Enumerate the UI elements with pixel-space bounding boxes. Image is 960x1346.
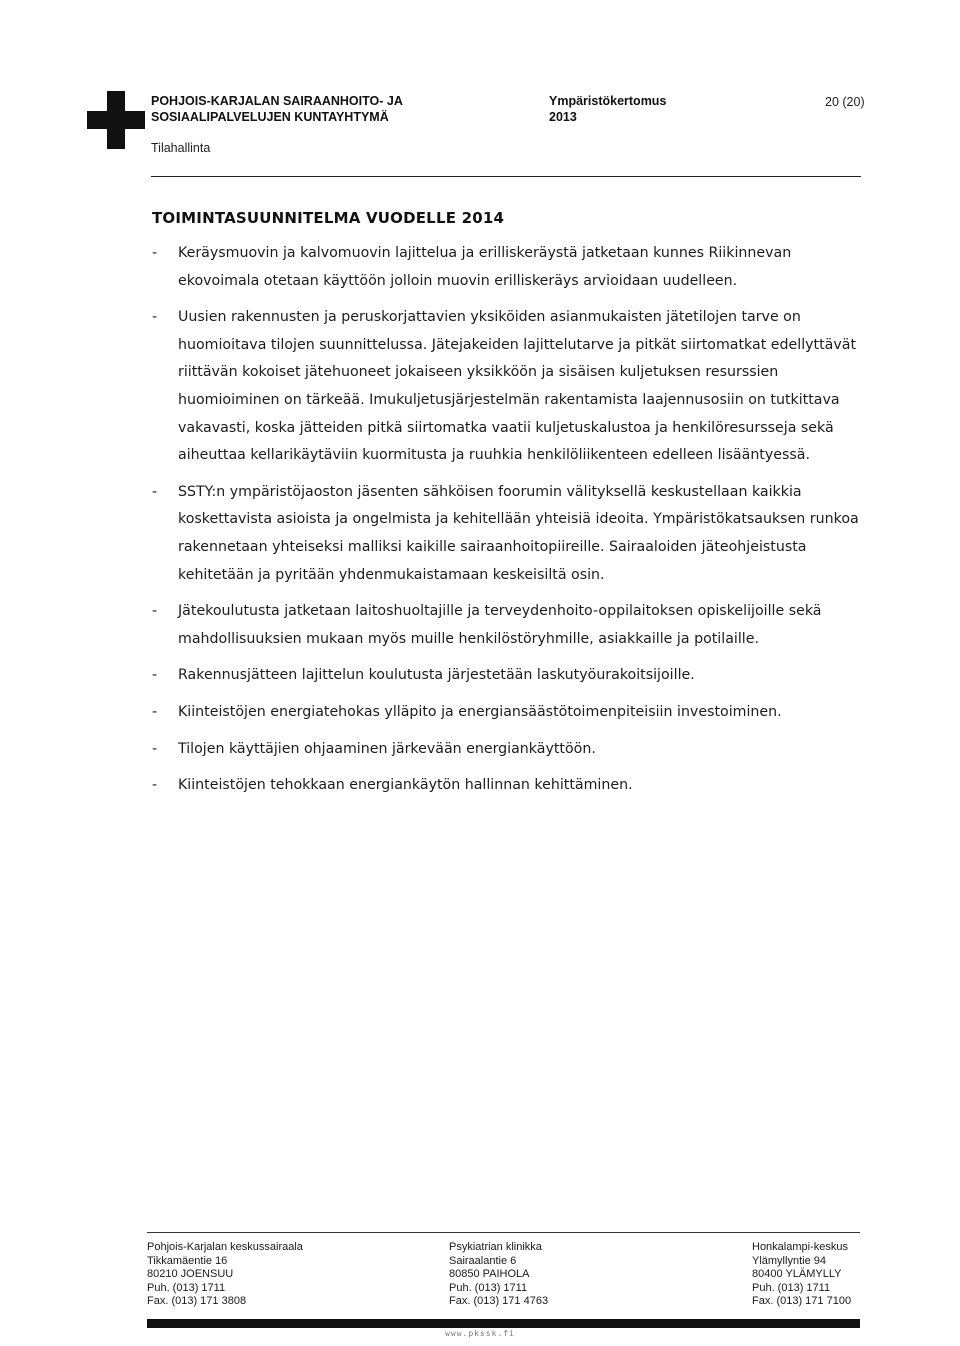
list-item-text: Jätekoulutusta jatketaan laitoshuoltajille ja terveydenhoito-oppilaitoksen opiskelijoille sekä mahdollisuuksien mukaan myös muille henkilöstöryhmille, asiakkaille ja potilaille. [178,603,822,647]
list-item [152,598,872,653]
plan-title: TOIMINTASUUNNITELMA VUODELLE 2014 [152,209,505,227]
document-type-label: Ympäristökertomus [549,94,667,108]
organization-name [151,93,403,125]
address-phone: Puh. (013) 1711 [752,1281,831,1294]
footer-bar [147,1319,860,1328]
address-phone: Puh. (013) 1711 [449,1281,528,1294]
bullet-dash: - [152,703,158,720]
list-item-text: Rakennusjätteen lajittelun koulutusta järjestetään laskutyöurakoitsijoille. [178,667,695,684]
list-item-text: SSTY:n ympäristöjaoston jäsenten sähköisen foorumin välityksellä keskustellaan kaikkia koskettavista asioista ja ongelmista ja kehitellään yhteisiä ideoita. Ympäristökatsauksen runkoa rakennetaan yhteiseksi malliksi kaikille sairaanhoitopiireille. Sairaaloiden jäteohjeistusta kehitetään ja pyritään yhdenmukaistamaan keskeisiltä osin. [178,483,859,583]
address-postal: 80850 PAIHOLA [449,1268,530,1280]
document-year: 2013 [549,110,577,124]
address-street: Sairaalantie 6 [449,1254,517,1267]
list-item [152,699,872,727]
organization-name-line2: SOSIAALIPALVELUJEN KUNTAYHTYMÄ [151,110,389,124]
list-item-text: Keräysmuovin ja kalvomuovin lajittelua ja erilliskeräystä jatketaan kunnes Riikinnevan ekovoimala otetaan käyttöön jolloin muovin erilliskeräys arvioidaan uudelleen. [178,245,792,289]
list-item [152,304,872,470]
list-item [152,240,872,295]
address-name: Pohjois-Karjalan keskussairaala [147,1241,303,1253]
bullet-dash: - [152,740,158,757]
list-item-text: Kiinteistöjen energiatehokas ylläpito ja energiansäästötoimenpiteisiin investoiminen. [178,703,782,720]
list-item-text: Tilojen käyttäjien ohjaaminen järkevään energiankäyttöön. [178,740,596,757]
list-item-text: Kiinteistöjen tehokkaan energiankäytön hallinnan kehittäminen. [178,777,633,794]
bullet-dash: - [152,667,158,684]
address-name: Psykiatrian klinikka [449,1241,542,1253]
list-item-text: Uusien rakennusten ja peruskorjattavien yksiköiden asianmukaisten jätetilojen tarve on huomioitava tilojen suunnittelussa. Jätejakeiden lajittelutarve ja pitkät siirtomatkat edellyttävät riittävän kokoiset jätehuoneet jokaiseen yksikköön ja sisäisen kuljetuksen resurssien huomioiminen on tärkeää. Imukuljetusjärjestelmän rakentamista laajennusosiin on tutkittava vakavasti, koska jätteiden pitkä siirtomatka vaatii kuljetuskalustoa ja henkilöresursseja sekä aiheuttaa kellarikäytäviin kuormitusta ja ruuhkia henkilöliikenteen edelleen lisääntyessä. [178,309,857,464]
bullet-dash: - [152,483,158,500]
organization-name-line1: POHJOIS-KARJALAN SAIRAANHOITO- JA [151,94,403,108]
list-item [152,736,872,764]
bullet-dash: - [152,777,158,794]
organization-cross-logo [87,91,145,149]
bullet-dash: - [152,603,158,620]
page-number: 20 (20) [825,95,865,109]
logo-cross-horizontal [87,111,145,129]
footer-website-link[interactable]: www.pkssk.fi [445,1329,515,1338]
address-block-honkalampi [752,1241,851,1309]
address-block-central-hospital [147,1241,303,1309]
address-postal: 80210 JOENSUU [147,1268,234,1280]
list-item [152,662,872,690]
department-name: Tilahallinta [151,141,211,155]
address-block-psychiatric-clinic [449,1241,548,1309]
address-postal: 80400 YLÄMYLLY [752,1268,842,1280]
address-name: Honkalampi-keskus [752,1241,848,1253]
header-divider [151,176,861,177]
address-street: Tikkamäentie 16 [147,1254,228,1267]
bullet-dash: - [152,309,158,326]
action-plan-list [152,240,872,809]
document-type [549,93,666,125]
address-fax: Fax. (013) 171 4763 [449,1295,549,1307]
address-phone: Puh. (013) 1711 [147,1281,226,1294]
footer-divider [147,1232,860,1233]
bullet-dash: - [152,245,158,261]
address-street: Ylämyllyntie 94 [752,1254,826,1267]
address-fax: Fax. (013) 171 7100 [752,1295,852,1307]
list-item [152,772,872,800]
list-item [152,479,872,589]
address-fax: Fax. (013) 171 3808 [147,1295,247,1307]
